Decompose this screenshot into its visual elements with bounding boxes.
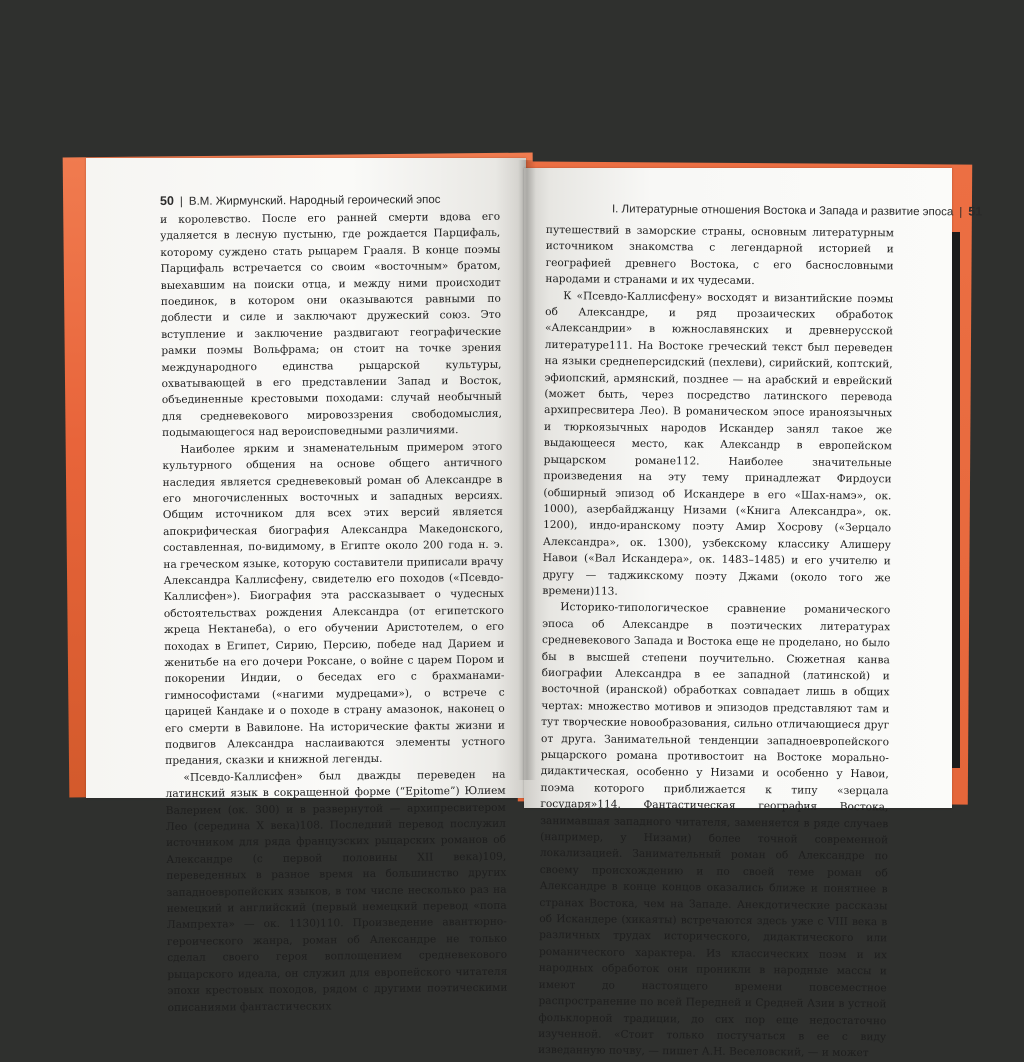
left-paragraph-2: Наиболее ярким и знаменательным примером этого культурного общения на основе общего античного наследия является средневековый роман об Александре в его многочисленных восточных и западных версиях. Общим источником для всех этих версий является апокрифическая биография Александра Македонского, составленная, по-видимому, в Египте около 200 года н. э. на греческом языке, которую составители приписали врачу Александра Каллисфену, свидетелю его походов («Псевдо-Каллисфен»). Биография эта рассказывает о чудесных обстоятельствах рождения Александра (от египетского жреца Нектанеба), о его обучении Аристотелем, о его походах в Египет, Сирию, Персию, победе над Дарием и женитьбе на его дочери Роксане, о войне с царем Пором и покорении Индии, о беседах его с брахманами-гимнософистами («нагими мудрецами»), о встрече с царицей Кандаке и о походе в страну амазонок, наконец о его смерти в Вавилоне. На исторические факты жизни и подвигов Александра наслаиваются элементы устного предания, сказки и книжной легенды.: [162, 440, 506, 768]
left-body-text: [160, 209, 508, 1016]
book-gutter: [518, 160, 536, 780]
right-page-number: 51: [968, 204, 983, 219]
right-body-text: [538, 222, 894, 1062]
left-page-number: 50: [159, 193, 174, 208]
left-paragraph-3: «Псевдо-Каллисфен» был дважды переведен на латинский язык в сокращенной форме (“Epitome”) Юлием Валерием (ок. 300) и в развернутой — архипресвитером Лео (середина X века)108. Последний перевод послужил источником для ряда французских рыцарских романов об Александре (с первой половины XII века)109, переведенных в разное время на большинство других западноевропейских языков, в том числе несколько раз на немецкий и английский (первый немецкий перевод «попа Лампрехта» — ок. 1130)110. Произведение авантюрно-героического жанра, роман об Александре не только сделал своего героя воплощением средневекового рыцарского идеала, он служил для европейского читателя эпохи крестовых походов, рядом с другими поэтическими описаниями фантастических: [165, 768, 508, 1014]
left-paragraph-1: и королевство. После его ранней смерти вдова его удаляется в лесную пустыню, где рождается Парцифаль, которому суждено стать рыцарем Грааля. В конце поэмы Парцифаль встречается со своим «восточным» братом, выехавшим на поиски отца, и между ними происходит поединок, в котором они оказываются равными по доблести и силе и заключают дружеский союз. Это вступление и заключение раздвигают географические рамки поэмы Вольфрама; он стоит на точке зрения международного единства рыцарской культуры, охватывающей в его представлении Запад и Восток, объединенные крестовыми походами: случай необычный для средневекового мировоззрения свободомыслия, подымающегося над вероисповедными различиями.: [160, 210, 503, 440]
left-running-head: 50 | В.М. Жирмунский. Народный героический эпос: [159, 193, 441, 208]
right-paragraph-3: Историко-типологическое сравнение романического эпоса об Александре в поэтических литературах средневекового Запада и Востока еще не проделано, но было бы в высшей степени поучительно. Сюжетная канва биографии Александра в ее западной (латинской) и восточной (иранской) обработках совпадает лишь в общих чертах: множество мотивов и эпизодов представляют там и тут творческие новообразования, сильно отличающиеся друг от друга. Занимательной тенденции западноевропейского рыцарского романа противостоит на Востоке морально-дидактическая, особенно у Низами и особенно у Навои, поэма которого приближается к типу «зерцала государя»114. Фантастическая география Востока, занимавшая западного читателя, заменяется в ряде случаев (например, у Низами) более точной современной локализацией. Занимательный роман об Александре по своему происхождению и по своей теме роман об Александре в конце концов оказались ближе и понятнее в странах Востока, чем на Западе. Анекдотические рассказы об Искандере (хикаяты) встречаются здесь уже с VIII века в различных трудах исторического, дидактического или романического характера. Из классических поэм и их народных обработок они проникли в народные массы и имеют до настоящего времени повсеместное распространение по всей Передней и Средней Азии в устной фольклорной традиции, до сих пор еще недостаточно изученной. «Стоит только постучаться в ее с виду изведанную почву, — пишет А.Н. Веселовский, — и может: [537, 601, 891, 1060]
right-running-head: I. Литературные отношения Востока и Запада и развитие эпоса | 51: [611, 203, 983, 219]
left-running-head-text: В.М. Жирмунский. Народный героический эпос: [188, 194, 441, 208]
right-running-head-text: I. Литературные отношения Востока и Запада и развитие эпоса: [611, 203, 954, 219]
right-paragraph-1: путешествий в заморские страны, основным литературным источником знакомства с легендарной историей и географией древнего Востока, с его баснословными народами и странами и их чудесами.: [545, 223, 894, 288]
right-paragraph-2: К «Псевдо-Каллисфену» восходят и византийские поэмы об Александре, и ряд прозаических обработок «Александрии» в южнославянских и древнерусской литературе111. На Востоке греческий текст был переведен на языки среднеперсидский (пехлеви), сирийский, коптский, эфиопский, армянский, позднее — на арабский и еврейский (может быть, через посредство латинского перевода архипресвитера Лео). В романическом эпосе ираноязычных и тюркоязычных народов Искандер занял такое же выдающееся место, как Александр в европейском рыцарском романе112. Наиболее значительные произведения на эту тему принадлежат Фирдоуси (обширный эпизод об Искандере в его «Шах-намэ», ок. 1000), азербайджанцу Низами («Книга Александра», ок. 1200), индо-иранскому поэту Амир Хосрову («Зерцало Александра», ок. 1300), узбекскому классику Алишеру Навои («Вал Искандера», ок. 1483–1485) и его учителю и другу — таджикскому поэту Джами (около того же времени)113.: [542, 289, 894, 598]
